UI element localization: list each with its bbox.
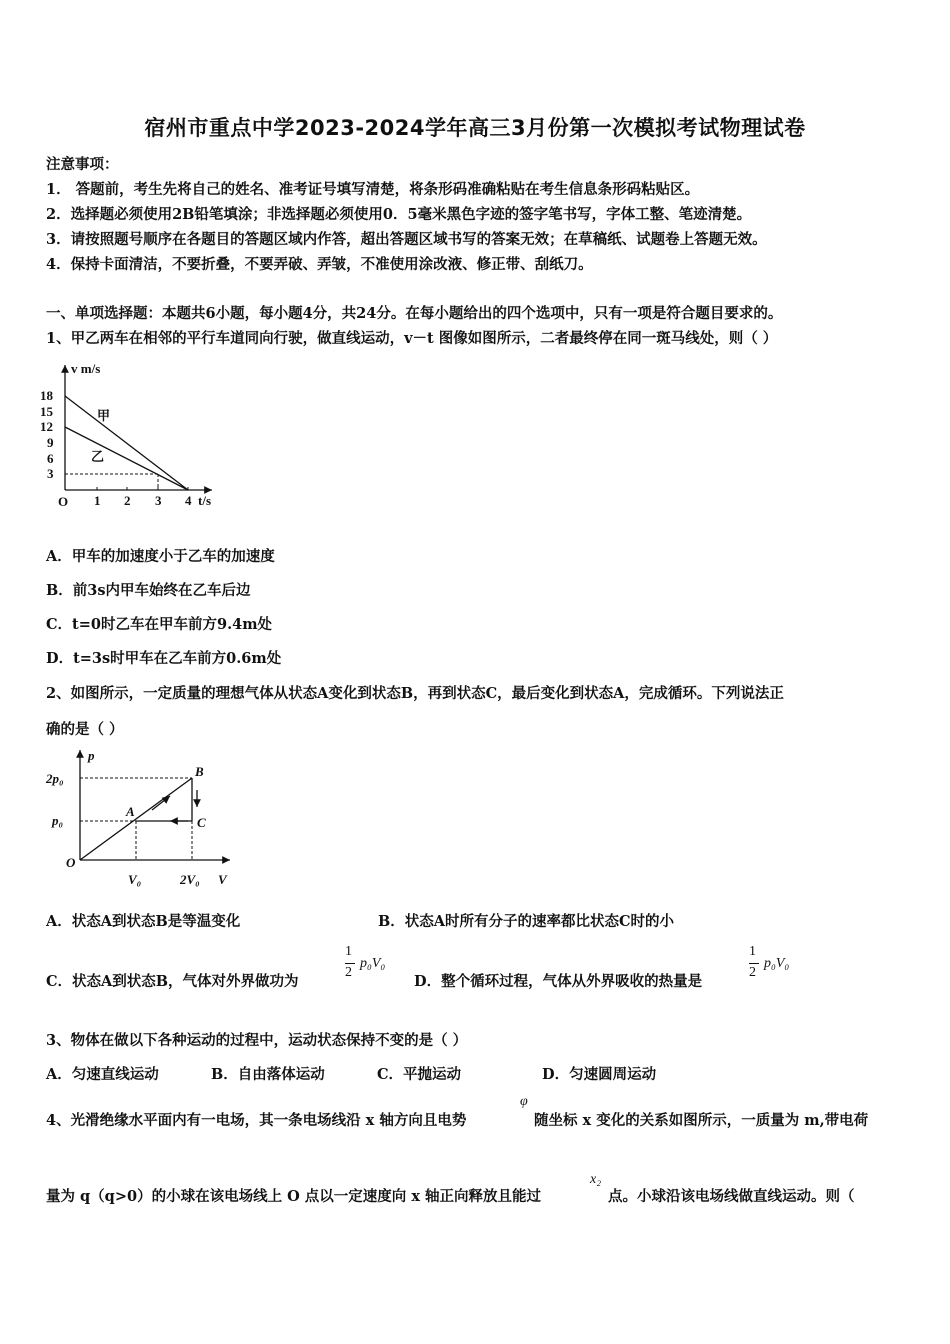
q1-origin: O	[58, 494, 69, 509]
q2-v0-label: V₀	[128, 872, 142, 887]
q2-2v0-label: 2V₀	[180, 872, 200, 887]
q1-option-b: B．前3s内甲车始终在乙车后边	[46, 582, 251, 599]
q4-line1-a: 4、光滑绝缘水平面内有一电场，其一条电场线沿 x 轴方向且电势	[46, 1112, 467, 1129]
frac-denominator: 2	[345, 965, 352, 980]
q2-p0-label: p₀	[52, 813, 64, 828]
q3-option-d: D．匀速圆周运动	[542, 1066, 657, 1083]
frac-numerator: 1	[345, 944, 352, 959]
q4-phi: φ	[520, 1094, 528, 1109]
q4-line1-b: 随坐标 x 变化的关系如图所示，一质量为 m,带电荷	[534, 1112, 869, 1129]
q2-point-b: B	[195, 764, 204, 779]
q1-label-jia: 甲	[97, 408, 111, 423]
q2-pv-graph	[42, 745, 242, 895]
q1-vt-graph	[40, 360, 230, 510]
q1-xtick-4: 4	[185, 493, 192, 508]
q1-ytick-3: 3	[47, 466, 54, 481]
page-title: 宿州市重点中学2023-2024学年高三3月份第一次模拟考试物理试卷	[144, 116, 806, 140]
q2-stem-line1: 2、如图所示，一定质量的理想气体从状态A变化到状态B，再到状态C，最后变化到状态A，完成循环。下列说法正	[46, 685, 784, 702]
q2-arrow-ab	[152, 796, 170, 810]
q1-y-label: v m/s	[71, 361, 101, 376]
frac-denominator: 2	[749, 965, 756, 980]
q4-line2-b: 点。小球沿该电场线做直线运动。则（	[608, 1188, 855, 1205]
q1-line-yi	[65, 427, 188, 490]
q2-2p0-label: 2p₀	[46, 771, 64, 786]
q1-ytick-6: 6	[47, 451, 54, 466]
q2-option-a: A．状态A到状态B是等温变化	[46, 913, 241, 930]
q3-stem: 3、物体在做以下各种运动的过程中，运动状态保持不变的是（ ）	[46, 1032, 468, 1049]
q1-xtick-3: 3	[155, 493, 162, 508]
notice-heading: 注意事项：	[46, 156, 119, 173]
q4-x2: x₂	[590, 1172, 602, 1187]
q1-ytick-15: 15	[40, 404, 53, 419]
q3-option-a: A．匀速直线运动	[46, 1066, 159, 1083]
q1-ytick-18: 18	[40, 388, 53, 403]
notice-item-3: 3．请按照题号顺序在各题目的答题区域内作答，超出答题区域书写的答案无效；在草稿纸、试题卷上答题无效。	[46, 231, 767, 248]
q2-stem-line2: 确的是（ ）	[46, 721, 124, 738]
q1-line-jia	[65, 396, 188, 490]
notice-item-1: 1． 答题前，考生先将自己的姓名、准考证号填写清楚，将条形码准确粘贴在考生信息条形码粘贴区。	[46, 181, 700, 198]
q3-option-c: C．平抛运动	[377, 1066, 462, 1083]
q2-option-c: C．状态A到状态B，气体对外界做功为	[46, 973, 299, 990]
q1-x-label: t/s	[198, 493, 211, 508]
section-heading: 一、单项选择题：本题共6小题，每小题4分，共24分。在每小题给出的四个选项中，只有一项是符合题目要求的。	[46, 305, 783, 322]
q1-ytick-9: 9	[47, 435, 54, 450]
frac-numerator: 1	[749, 944, 756, 959]
q2-p-label: p	[88, 748, 95, 763]
q1-option-c: C．t=0时乙车在甲车前方9.4m处	[46, 616, 273, 633]
q2-point-a: A	[126, 804, 135, 819]
q2-origin: O	[66, 855, 76, 870]
q1-ytick-12: 12	[40, 419, 53, 434]
frac-bar	[345, 963, 355, 964]
q2-option-b: B．状态A时所有分子的速率都比状态C时的小	[378, 913, 675, 930]
q1-label-yi: 乙	[91, 449, 105, 464]
q1-xtick-2: 2	[124, 493, 131, 508]
q2-option-c-var: p₀V₀	[360, 956, 386, 971]
frac-bar	[749, 963, 759, 964]
q2-option-d-var: p₀V₀	[764, 956, 790, 971]
q2-v-label: V	[218, 872, 227, 887]
q1-stem: 1、甲乙两车在相邻的平行车道同向行驶，做直线运动，v－t 图像如图所示，二者最终停在同一斑马线处，则（ ）	[46, 330, 778, 347]
q4-line2-a: 量为 q（q>0）的小球在该电场线上 O 点以一定速度向 x 轴正向释放且能过	[46, 1188, 542, 1205]
notice-item-4: 4．保持卡面清洁，不要折叠，不要弄破、弄皱，不准使用涂改液、修正带、刮纸刀。	[46, 256, 593, 273]
q1-xtick-1: 1	[94, 493, 101, 508]
q1-option-d: D．t=3s时甲车在乙车前方0.6m处	[46, 650, 282, 667]
q2-point-c: C	[197, 815, 206, 830]
q2-option-d: D．整个循环过程，气体从外界吸收的热量是	[414, 973, 703, 990]
q1-option-a: A．甲车的加速度小于乙车的加速度	[46, 548, 275, 565]
notice-item-2: 2．选择题必须使用2B铅笔填涂；非选择题必须使用0．5毫米黑色字迹的签字笔书写，字体工整、笔迹清楚。	[46, 206, 752, 223]
q3-option-b: B．自由落体运动	[211, 1066, 325, 1083]
